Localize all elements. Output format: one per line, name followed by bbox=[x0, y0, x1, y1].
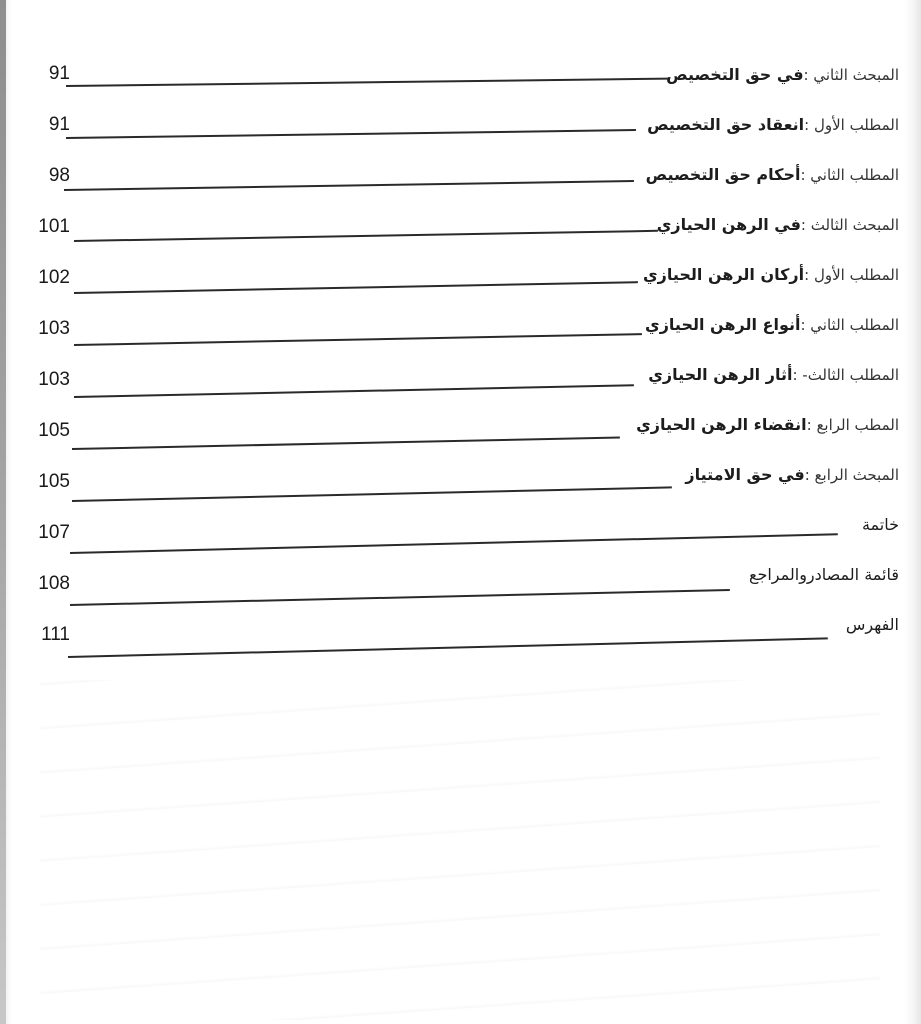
toc-entry bbox=[399, 560, 899, 610]
entry-title: أثار الرهن الحيازي bbox=[648, 365, 793, 384]
page-binding-shadow bbox=[0, 0, 6, 1024]
toc-entry bbox=[399, 310, 899, 360]
entry-prefix: المبحث الثاني : bbox=[803, 66, 899, 84]
entry-title: في الرهن الحيازي bbox=[656, 215, 801, 234]
bleed-through-text bbox=[40, 680, 880, 1020]
entry-title: قائمة المصادروالمراجع bbox=[748, 565, 899, 584]
toc-entry bbox=[399, 160, 899, 210]
entry-prefix: المبحث الثالث : bbox=[800, 216, 899, 234]
toc-entry bbox=[399, 610, 899, 660]
page-number: 105 bbox=[38, 420, 70, 441]
entry-prefix: المطلب الثالث- : bbox=[792, 366, 899, 384]
entry-title: أركان الرهن الحيازي bbox=[642, 265, 805, 284]
entry-prefix: المطب الرابع : bbox=[806, 416, 899, 434]
toc-entry bbox=[399, 110, 899, 160]
toc-entry bbox=[399, 410, 899, 460]
page-number: 101 bbox=[38, 216, 70, 237]
toc-entry bbox=[399, 60, 899, 110]
page-number: 91 bbox=[48, 63, 70, 84]
entry-prefix: المطلب الثاني : bbox=[800, 166, 899, 184]
toc-page-numbers bbox=[34, 60, 70, 672]
entry-title: انقضاء الرهن الحيازي bbox=[636, 415, 807, 434]
entry-title: أنواع الرهن الحيازي bbox=[645, 315, 801, 334]
page-number: 111 bbox=[41, 624, 70, 645]
entry-prefix: المبحث الرابع : bbox=[804, 466, 899, 484]
entry-title: في حق التخصيص bbox=[666, 65, 804, 84]
page-number: 102 bbox=[38, 267, 70, 288]
entry-prefix: المطلب الثاني : bbox=[800, 316, 899, 334]
page-number: 107 bbox=[38, 522, 70, 543]
page-number: 91 bbox=[48, 114, 70, 135]
page-number: 105 bbox=[38, 471, 70, 492]
entry-prefix: المطلب الأول : bbox=[804, 266, 899, 284]
entry-prefix: المطلب الأول : bbox=[804, 116, 899, 134]
entry-title: الفهرس bbox=[845, 615, 899, 634]
toc-entry bbox=[399, 360, 899, 410]
entry-title: في حق الامتياز bbox=[685, 465, 805, 484]
toc-entry bbox=[399, 210, 899, 260]
toc-titles bbox=[399, 60, 899, 660]
page-number: 103 bbox=[38, 318, 70, 339]
entry-title: أحكام حق التخصيص bbox=[645, 165, 801, 184]
page-number: 103 bbox=[38, 369, 70, 390]
entry-title: انعقاد حق التخصيص bbox=[647, 115, 805, 134]
page-number: 98 bbox=[48, 165, 70, 186]
page-number: 108 bbox=[38, 573, 70, 594]
toc-entry bbox=[399, 460, 899, 510]
entry-title: خاتمة bbox=[861, 515, 899, 534]
